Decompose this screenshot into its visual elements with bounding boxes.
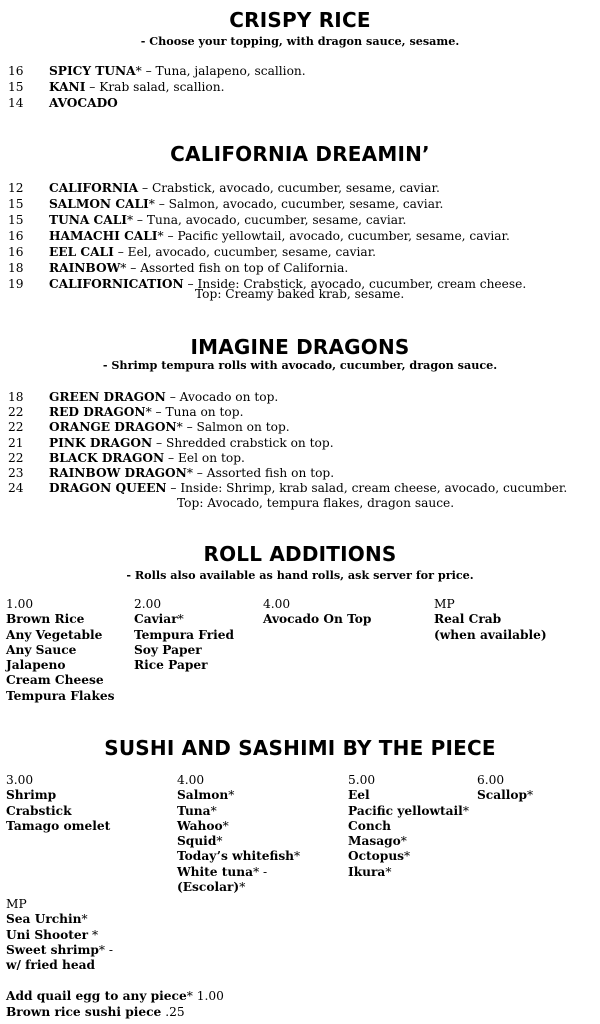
item-mark: *	[404, 849, 411, 864]
item-mark: *	[462, 803, 469, 818]
californication-continuation: Top: Creamy baked krab, sesame.	[195, 287, 405, 301]
column-item	[177, 788, 300, 803]
item-name: Caviar	[134, 612, 178, 627]
column-price: 5.00	[348, 773, 376, 787]
item-price: 16	[8, 229, 24, 243]
item-name: EEL CALI	[49, 245, 114, 259]
item-name: Jalapeno	[6, 658, 66, 673]
column-price: 6.00	[477, 773, 505, 787]
item-name: Conch	[348, 818, 391, 833]
item-text	[49, 435, 334, 451]
item-name: Crabstick	[6, 803, 72, 818]
menu-item	[8, 404, 598, 420]
item-name: PINK DRAGON	[49, 435, 153, 450]
column-item	[177, 880, 300, 895]
item-text	[49, 465, 334, 481]
column-item	[348, 804, 469, 819]
item-price: 19	[8, 277, 24, 291]
column-item	[6, 628, 115, 643]
item-name: Scallop	[477, 788, 528, 803]
item-name: Masago	[348, 834, 401, 849]
item-text	[49, 180, 440, 196]
item-mark: * -	[253, 864, 268, 879]
item-mark: *	[177, 612, 184, 627]
item-text	[49, 63, 306, 79]
item-price: 18	[8, 390, 24, 404]
item-price: 22	[8, 420, 24, 435]
column-item	[6, 689, 115, 704]
item-name: CALIFORNICATION	[49, 277, 184, 291]
item-mark: *	[88, 927, 99, 942]
item-name: RAINBOW	[49, 261, 121, 275]
column-price: 1.00	[6, 597, 34, 611]
column-item	[6, 658, 115, 673]
section-title-dragons: IMAGINE DRAGONS	[190, 335, 410, 359]
item-text	[49, 260, 348, 276]
menu-item	[8, 79, 598, 95]
item-price: 14	[8, 96, 24, 110]
item-name: Uni Shooter	[6, 927, 89, 942]
column-price: 3.00	[6, 773, 34, 787]
item-name: Sea Urchin	[6, 912, 82, 927]
section-title-roll-additions: ROLL ADDITIONS	[203, 542, 397, 566]
item-description: * – Tuna on top.	[145, 405, 244, 420]
menu-item	[8, 63, 598, 79]
column-price: MP	[6, 897, 27, 911]
item-name: Any Sauce	[6, 642, 77, 657]
price-column	[6, 773, 110, 834]
column-item	[348, 788, 469, 803]
item-name: Today’s whitefish	[177, 849, 295, 864]
item-mark: *	[385, 864, 392, 879]
item-text	[49, 450, 245, 466]
column-item	[134, 612, 234, 627]
item-description: – Crabstick, avocado, cucumber, sesame, caviar.	[138, 181, 440, 195]
item-price: 16	[8, 245, 24, 259]
item-description: * – Tuna, avocado, cucumber, sesame, caviar.	[126, 213, 407, 227]
item-name: TUNA CALI	[49, 213, 127, 227]
column-item	[263, 612, 371, 627]
item-description: – Krab salad, scallion.	[85, 80, 225, 94]
item-mark: *	[81, 912, 88, 927]
price-column	[348, 773, 469, 880]
menu-item	[8, 180, 598, 196]
item-price: 12	[8, 181, 24, 195]
item-price: 18	[8, 261, 24, 275]
item-name: HAMACHI CALI	[49, 229, 158, 243]
column-item	[6, 928, 113, 943]
item-name: Salmon	[177, 788, 229, 803]
sushi-extra-line	[6, 988, 224, 1004]
column-item	[6, 788, 110, 803]
item-text	[49, 404, 243, 420]
column-item	[348, 865, 469, 880]
item-text	[49, 389, 278, 405]
item-description: * – Pacific yellowtail, avocado, cucumber, sesame, caviar.	[157, 229, 510, 243]
menu-item	[8, 450, 598, 466]
item-name: AVOCADO	[49, 96, 118, 110]
item-name: Avocado On Top	[263, 612, 372, 627]
extra-name: Brown rice sushi piece	[6, 1005, 162, 1019]
extra-price: * 1.00	[186, 989, 224, 1003]
menu-item	[8, 389, 598, 405]
column-item	[6, 804, 110, 819]
column-price: 2.00	[134, 597, 162, 611]
item-name: (Escolar)	[177, 880, 240, 895]
column-item	[348, 849, 469, 864]
menu-item	[8, 95, 598, 111]
item-name: ORANGE DRAGON	[49, 420, 177, 435]
section-title-california: CALIFORNIA DREAMIN’	[170, 142, 430, 166]
item-text	[49, 228, 510, 244]
item-name: RED DRAGON	[49, 405, 146, 420]
menu-item	[8, 212, 598, 228]
item-description: – Shredded crabstick on top.	[152, 435, 334, 450]
column-item	[6, 912, 113, 927]
item-text	[49, 419, 290, 435]
dragon-queen-continuation: Top: Avocado, tempura flakes, dragon sauce.	[177, 496, 455, 510]
section-subtitle-roll-additions: - Rolls also available as hand rolls, ask server for price.	[126, 568, 474, 582]
column-item	[6, 612, 115, 627]
item-description: * – Tuna, jalapeno, scallion.	[135, 64, 306, 78]
item-name: SPICY TUNA	[49, 64, 136, 78]
item-mark: *	[210, 803, 217, 818]
item-name: Any Vegetable	[6, 627, 103, 642]
price-column	[6, 897, 113, 973]
item-name: CALIFORNIA	[49, 181, 139, 195]
item-price: 15	[8, 197, 24, 211]
item-name: Pacific yellowtail	[348, 803, 463, 818]
price-column	[263, 597, 371, 628]
price-column	[6, 597, 115, 704]
item-name: Tempura Fried	[134, 627, 235, 642]
column-item	[134, 628, 234, 643]
column-item	[6, 643, 115, 658]
item-price: 15	[8, 213, 24, 227]
item-mark: *	[222, 818, 229, 833]
item-name: Ikura	[348, 864, 386, 879]
item-name: BLACK DRAGON	[49, 450, 165, 465]
item-text	[49, 480, 567, 496]
menu-item	[8, 465, 598, 481]
item-description: – Eel, avocado, cucumber, sesame, caviar.	[113, 245, 377, 259]
item-text	[49, 95, 118, 111]
menu-item	[8, 260, 598, 276]
item-description: * – Assorted fish on top of California.	[120, 261, 349, 275]
item-text	[49, 196, 443, 212]
column-item	[434, 628, 547, 643]
item-description: * – Salmon on top.	[176, 420, 290, 435]
item-name: Tempura Flakes	[6, 688, 115, 703]
item-name: DRAGON QUEEN	[49, 481, 167, 496]
column-item	[177, 834, 300, 849]
item-mark: *	[239, 880, 246, 895]
column-item	[177, 804, 300, 819]
item-name: Wahoo	[177, 818, 223, 833]
item-name: Sweet shrimp	[6, 942, 99, 957]
item-name: Tuna	[177, 803, 211, 818]
item-name: w/ fried head	[6, 958, 96, 973]
column-item	[348, 819, 469, 834]
item-name: Brown Rice	[6, 612, 85, 627]
menu-item	[8, 480, 598, 496]
item-price: 22	[8, 405, 24, 420]
section-subtitle-dragons: - Shrimp tempura rolls with avocado, cucumber, dragon sauce.	[102, 358, 498, 372]
item-name: Rice Paper	[134, 658, 208, 673]
item-name: Eel	[348, 788, 370, 803]
column-item	[134, 643, 234, 658]
item-name: Real Crab	[434, 612, 502, 627]
price-column	[134, 597, 234, 673]
item-name: KANI	[49, 80, 86, 94]
price-column	[177, 773, 300, 895]
column-item	[134, 658, 234, 673]
column-item	[6, 943, 113, 958]
item-name: RAINBOW DRAGON	[49, 466, 187, 480]
menu-item	[8, 244, 598, 260]
item-mark: *	[527, 788, 534, 803]
item-description: * – Assorted fish on top.	[186, 466, 335, 480]
column-price: MP	[434, 597, 455, 611]
item-description: – Inside: Shrimp, krab salad, cream cheese, avocado, cucumber.	[166, 481, 568, 496]
item-description: – Avocado on top.	[165, 390, 279, 404]
menu-item	[8, 228, 598, 244]
item-name: SALMON CALI	[49, 197, 149, 211]
price-column	[477, 773, 533, 804]
item-price: 23	[8, 466, 24, 480]
column-price: 4.00	[177, 773, 205, 787]
item-mark: *	[294, 849, 301, 864]
column-item	[6, 673, 115, 688]
menu-item	[8, 419, 598, 435]
item-mark: * -	[98, 942, 113, 957]
item-mark: *	[228, 788, 235, 803]
menu-item	[8, 435, 598, 451]
item-text	[49, 212, 406, 228]
column-item	[348, 834, 469, 849]
column-item	[434, 612, 547, 627]
column-item	[177, 865, 300, 880]
item-description: * – Salmon, avocado, cucumber, sesame, caviar.	[148, 197, 444, 211]
section-subtitle-crispy-rice: - Choose your topping, with dragon sauce, sesame.	[140, 34, 460, 48]
column-item	[177, 819, 300, 834]
item-name: Squid	[177, 834, 217, 849]
menu-item	[8, 196, 598, 212]
item-text	[49, 79, 224, 95]
column-item	[6, 819, 110, 834]
item-name: Cream Cheese	[6, 673, 104, 688]
section-title-sushi: SUSHI AND SASHIMI BY THE PIECE	[104, 736, 496, 760]
price-column	[434, 597, 547, 643]
item-price: 21	[8, 435, 24, 450]
item-mark: *	[216, 834, 223, 849]
column-price: 4.00	[263, 597, 291, 611]
column-item	[6, 958, 113, 973]
item-price: 22	[8, 450, 24, 465]
column-item	[177, 849, 300, 864]
column-item	[477, 788, 533, 803]
item-name: Tamago omelet	[6, 818, 111, 833]
item-description: – Inside: Crabstick, avocado, cucumber, cream cheese.	[183, 277, 527, 291]
item-text	[49, 244, 376, 260]
item-mark: *	[400, 834, 407, 849]
item-price: 15	[8, 80, 24, 94]
item-price: 24	[8, 481, 24, 496]
item-name: Octopus	[348, 849, 405, 864]
item-name: White tuna	[177, 864, 254, 879]
section-title-crispy-rice: CRISPY RICE	[229, 8, 371, 32]
item-price: 16	[8, 64, 24, 78]
extra-price: .25	[161, 1005, 185, 1019]
extra-name: Add quail egg to any piece	[6, 989, 187, 1003]
item-name: Shrimp	[6, 788, 57, 803]
item-name: (when available)	[434, 627, 547, 642]
item-name: Soy Paper	[134, 642, 202, 657]
item-description: – Eel on top.	[164, 450, 245, 465]
item-name: GREEN DRAGON	[49, 390, 166, 404]
sushi-extra-line	[6, 1004, 185, 1020]
